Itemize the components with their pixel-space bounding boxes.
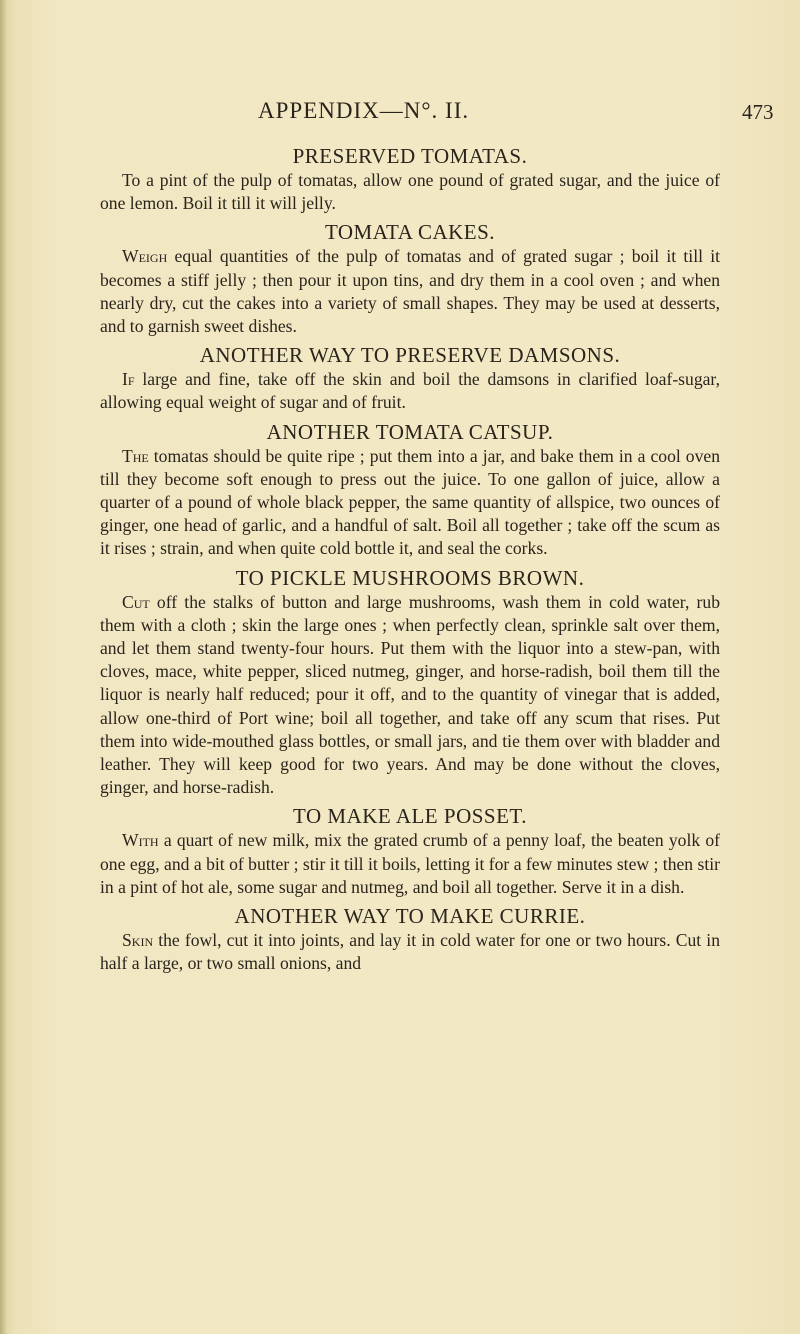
recipe-body: the fowl, cut it into joints, and lay it in cold water for one or two hours. Cut in half a large, or two small onions, and: [100, 930, 720, 974]
recipe-lead-word: With: [122, 830, 159, 851]
recipe-lead-word: The: [122, 445, 149, 466]
page-number: 473: [742, 100, 774, 124]
recipe-body: tomatas should be quite ripe ; put them into a jar, and bake them in a cool oven till they become soft enough to press out the juice. To one gallon of juice, allow a quarter of a pound of whole black pepper, the same quantity of allspice, two ounces of ginger, one head of garlic, and a handful of salt. Boil all together ; take off the scum as it rises ; strain, and when quite cold bottle it, and seal the corks.: [100, 445, 720, 559]
recipe-lead-word: Skin: [122, 930, 154, 951]
recipe-title-tomata-cakes: TOMATA CAKES.: [324, 220, 496, 245]
recipe-title-preserved-tomatas: PRESERVED TOMATAS.: [292, 144, 528, 168]
running-title: APPENDIX—N°. II.: [258, 98, 470, 123]
recipe-lead-word: Weigh: [122, 246, 168, 267]
recipe-text-pickle-mushrooms: [100, 591, 720, 800]
recipe-text-ale-posset: [100, 829, 720, 899]
recipe-title-currie: ANOTHER WAY TO MAKE CURRIE.: [234, 904, 586, 929]
recipe-body: equal quantities of the pulp of tomatas and of grated sugar ; boil it till it becomes a stiff jelly ; then pour it upon tins, and dry them in a cool oven ; and when nearly dry, cut the cakes into a variety of small shapes. They may be used at desserts, and to garnish sweet dishes.: [100, 246, 720, 337]
recipe-lead-word: If: [122, 369, 135, 390]
recipe-lead-word: Cut: [122, 591, 150, 612]
recipe-text-preserve-damsons: [100, 368, 720, 414]
recipe-text-currie: [100, 929, 720, 975]
recipe-text-tomata-catsup: [100, 445, 720, 561]
recipe-title-ale-posset: TO MAKE ALE POSSET.: [293, 804, 527, 829]
page-gutter-edge: [0, 0, 6, 1334]
recipe-body: off the stalks of button and large mushrooms, wash them in cold water, rub them with a cloth ; skin the large ones ; when perfectly clean, sprinkle salt over them, and let them stand twenty-four hours. Put them with the liquor into a stew-pan, with cloves, mace, white pepper, sliced nutmeg, ginger, and horse-radish, boil them till the liquor is nearly half reduced; pour it off, and to the quantity of vinegar that is added, allow one-third of Port wine; boil all together, and take off any scum that rises. Put them into wide-mouthed glass bottles, or small jars, and tie them over with bladder and leather. They will keep good for two years. And may be done without the cloves, ginger, and horse-radish.: [100, 591, 720, 798]
recipe-title-tomata-catsup: ANOTHER TOMATA CATSUP.: [266, 419, 554, 444]
recipe-body: a quart of new milk, mix the grated crumb of a penny loaf, the beaten yolk of one egg, and a bit of butter ; stir it till it boils, letting it for a few minutes stew ; then stir in a pint of hot ale, some sugar and nutmeg, and boil all together. Serve it in a dish.: [100, 830, 720, 897]
page-body: [100, 143, 720, 979]
page-header: [0, 98, 800, 130]
recipe-title-pickle-mushrooms: TO PICKLE MUSHROOMS BROWN.: [235, 565, 585, 590]
recipe-title-preserve-damsons: ANOTHER WAY TO PRESERVE DAMSONS.: [199, 343, 621, 368]
recipe-text-preserved-tomatas: [100, 169, 720, 215]
recipe-lead-word: To: [122, 170, 141, 190]
recipe-text-tomata-cakes: [100, 245, 720, 338]
recipe-body: a pint of the pulp of tomatas, allow one pound of grated sugar, and the juice of one lemon. Boil it till it will jelly.: [100, 170, 720, 214]
recipe-body: large and fine, take off the skin and boil the damsons in clarified loaf-sugar, allowing equal weight of sugar and of fruit.: [100, 369, 720, 413]
